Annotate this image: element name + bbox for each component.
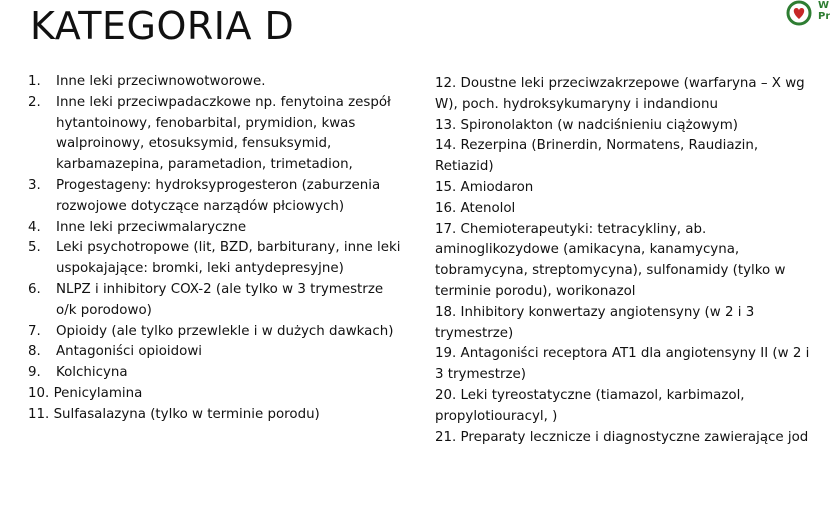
list-item: 16. Atenolol	[435, 200, 516, 216]
list-item	[28, 93, 406, 176]
item-number: 9.	[28, 365, 41, 381]
list-item: 19. Antagoniści receptora AT1 dla angiotensyny II (w 2 i 3 trymestrze)	[435, 346, 810, 383]
list-item: 17. Chemioterapeutyki: tetracykliny, ab. aminoglikozydowe (amikacyna, kanamycyna, tobramycyna, streptomycyna), sulfonamidy (tylko w terminie porodu), worikonazol	[435, 221, 786, 299]
list-item	[28, 176, 406, 218]
item-text: Antagoniści opioidowi	[56, 344, 203, 360]
slide-title: KATEGORIA D	[30, 4, 295, 48]
item-text: Leki psychotropowe (lit, BZD, barbiturany, inne leki uspokajające: bromki, leki antydepresyjne)	[56, 240, 401, 277]
logo-text-line1: W	[818, 0, 830, 11]
item-number: 8.	[28, 344, 41, 360]
heart-hands-icon	[786, 0, 818, 26]
left-drug-list	[28, 72, 406, 426]
list-item	[28, 363, 406, 384]
item-text: Progestageny: hydroksyprogesteron (zaburzenia rozwojowe dotyczące narządów płciowych)	[56, 177, 381, 214]
list-item	[28, 218, 406, 239]
item-text: Inne leki przeciwpadaczkowe np. fenytoina zespół hytantoinowy, fenobarbital, prymidion, kwas walproinowy, etosuksymid, fensuksymid, karbamazepina, parametadion, trimetadion,	[56, 94, 391, 173]
list-item	[28, 322, 406, 343]
list-item: 20. Leki tyreostatyczne (tiamazol, karbimazol, propylotiouracyl, )	[435, 387, 745, 424]
item-number: 6.	[28, 281, 41, 297]
list-item: 15. Amiodaron	[435, 179, 534, 195]
item-text: Inne leki przeciwnowotworowe.	[56, 74, 266, 89]
list-item	[28, 342, 406, 363]
list-item: 13. Spironolakton (w nadciśnieniu ciążowym)	[435, 117, 738, 133]
item-text: Sulfasalazyna (tylko w terminie porodu)	[53, 406, 320, 422]
list-item	[28, 384, 406, 405]
item-number: 11.	[28, 406, 50, 422]
logo-text-line2: Pr	[818, 11, 830, 22]
list-item: 21. Preparaty lecznicze i diagnostyczne zawierające jod	[435, 429, 809, 445]
item-number: 5.	[28, 240, 41, 256]
item-text: Penicylamina	[53, 385, 143, 401]
item-text: Opioidy (ale tylko przewlekle i w dużych dawkach)	[56, 323, 394, 339]
list-item	[28, 72, 406, 93]
item-number: 7.	[28, 323, 41, 339]
list-item	[28, 405, 406, 426]
item-text: Kolchicyna	[56, 365, 128, 381]
item-number: 2.	[28, 94, 41, 110]
organization-logo	[786, 0, 830, 26]
list-item	[28, 238, 406, 280]
list-item: 12. Doustne leki przeciwzakrzepowe (warfaryna – X wg W), poch. hydroksykumaryny i indandionu	[435, 76, 805, 112]
item-number: 1.	[28, 74, 41, 89]
item-number: 3.	[28, 177, 41, 193]
right-drug-list	[435, 74, 813, 448]
item-number: 4.	[28, 219, 41, 235]
list-item	[28, 280, 406, 322]
list-item: 14. Rezerpina (Brinerdin, Normatens, Raudiazin, Retiazid)	[435, 138, 759, 175]
item-text: Inne leki przeciwmalaryczne	[56, 219, 247, 235]
item-text: NLPZ i inhibitory COX-2 (ale tylko w 3 trymestrze o/k porodowo)	[56, 281, 384, 318]
item-number: 10.	[28, 385, 50, 401]
logo-text	[818, 0, 830, 22]
list-item: 18. Inhibitory konwertazy angiotensyny (w 2 i 3 trymestrze)	[435, 304, 755, 341]
